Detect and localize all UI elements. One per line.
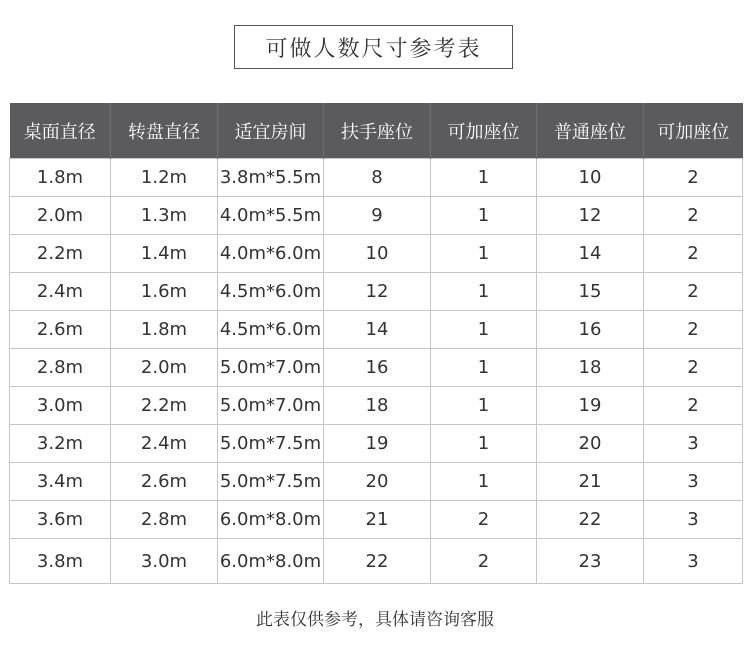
cell-extra-seats-regular: 2 (644, 387, 743, 425)
cell-armchair-seats: 10 (324, 235, 431, 273)
cell-turntable-diameter: 1.8m (111, 311, 218, 349)
cell-extra-seats-armchair: 1 (431, 235, 537, 273)
table-body (10, 159, 743, 584)
cell-extra-seats-regular: 2 (644, 311, 743, 349)
cell-extra-seats-regular: 2 (644, 235, 743, 273)
cell-table-diameter: 2.2m (10, 235, 111, 273)
cell-suitable-room: 3.8m*5.5m (218, 159, 324, 197)
cell-suitable-room: 5.0m*7.5m (218, 463, 324, 501)
cell-regular-seats: 12 (537, 197, 644, 235)
cell-turntable-diameter: 2.2m (111, 387, 218, 425)
cell-extra-seats-armchair: 1 (431, 349, 537, 387)
table-row (10, 463, 743, 501)
cell-extra-seats-regular: 3 (644, 425, 743, 463)
cell-turntable-diameter: 1.4m (111, 235, 218, 273)
cell-armchair-seats: 16 (324, 349, 431, 387)
table-row (10, 159, 743, 197)
header-extra-seats-regular: 可加座位 (644, 103, 743, 159)
cell-suitable-room: 6.0m*8.0m (218, 539, 324, 584)
cell-table-diameter: 3.8m (10, 539, 111, 584)
cell-table-diameter: 2.8m (10, 349, 111, 387)
cell-suitable-room: 4.0m*6.0m (218, 235, 324, 273)
cell-regular-seats: 23 (537, 539, 644, 584)
cell-extra-seats-armchair: 2 (431, 501, 537, 539)
cell-extra-seats-armchair: 1 (431, 463, 537, 501)
cell-suitable-room: 5.0m*7.5m (218, 425, 324, 463)
cell-suitable-room: 6.0m*8.0m (218, 501, 324, 539)
cell-table-diameter: 2.0m (10, 197, 111, 235)
cell-extra-seats-regular: 2 (644, 197, 743, 235)
cell-suitable-room: 5.0m*7.0m (218, 387, 324, 425)
cell-table-diameter: 1.8m (10, 159, 111, 197)
cell-table-diameter: 3.4m (10, 463, 111, 501)
cell-extra-seats-armchair: 1 (431, 387, 537, 425)
table-row (10, 235, 743, 273)
size-reference-table (9, 103, 743, 584)
cell-regular-seats: 20 (537, 425, 644, 463)
cell-table-diameter: 3.6m (10, 501, 111, 539)
cell-extra-seats-armchair: 1 (431, 311, 537, 349)
cell-armchair-seats: 19 (324, 425, 431, 463)
cell-extra-seats-armchair: 1 (431, 159, 537, 197)
cell-armchair-seats: 14 (324, 311, 431, 349)
cell-suitable-room: 4.5m*6.0m (218, 311, 324, 349)
cell-regular-seats: 21 (537, 463, 644, 501)
header-suitable-room: 适宜房间 (218, 103, 324, 159)
table-header-row (10, 103, 743, 159)
cell-suitable-room: 4.5m*6.0m (218, 273, 324, 311)
header-armchair-seats: 扶手座位 (324, 103, 431, 159)
cell-extra-seats-armchair: 2 (431, 539, 537, 584)
header-table-diameter: 桌面直径 (10, 103, 111, 159)
table-row (10, 539, 743, 584)
cell-armchair-seats: 20 (324, 463, 431, 501)
header-extra-seats-armchair: 可加座位 (431, 103, 537, 159)
cell-regular-seats: 22 (537, 501, 644, 539)
cell-turntable-diameter: 2.0m (111, 349, 218, 387)
cell-suitable-room: 4.0m*5.5m (218, 197, 324, 235)
cell-turntable-diameter: 1.2m (111, 159, 218, 197)
cell-armchair-seats: 18 (324, 387, 431, 425)
cell-extra-seats-regular: 3 (644, 501, 743, 539)
cell-turntable-diameter: 2.8m (111, 501, 218, 539)
cell-extra-seats-regular: 3 (644, 463, 743, 501)
table-row (10, 273, 743, 311)
cell-armchair-seats: 8 (324, 159, 431, 197)
cell-regular-seats: 16 (537, 311, 644, 349)
page-title: 可做人数尺寸参考表 (234, 25, 513, 69)
cell-extra-seats-regular: 2 (644, 349, 743, 387)
table-row (10, 501, 743, 539)
cell-table-diameter: 2.6m (10, 311, 111, 349)
cell-table-diameter: 3.0m (10, 387, 111, 425)
header-turntable-diameter: 转盘直径 (111, 103, 218, 159)
cell-turntable-diameter: 2.6m (111, 463, 218, 501)
table-row (10, 387, 743, 425)
cell-extra-seats-regular: 2 (644, 159, 743, 197)
cell-armchair-seats: 21 (324, 501, 431, 539)
cell-extra-seats-armchair: 1 (431, 273, 537, 311)
cell-suitable-room: 5.0m*7.0m (218, 349, 324, 387)
cell-regular-seats: 10 (537, 159, 644, 197)
cell-table-diameter: 2.4m (10, 273, 111, 311)
cell-regular-seats: 18 (537, 349, 644, 387)
cell-extra-seats-regular: 2 (644, 273, 743, 311)
cell-armchair-seats: 22 (324, 539, 431, 584)
cell-regular-seats: 14 (537, 235, 644, 273)
table-row (10, 311, 743, 349)
table-row (10, 349, 743, 387)
cell-turntable-diameter: 3.0m (111, 539, 218, 584)
table-row (10, 425, 743, 463)
cell-extra-seats-armchair: 1 (431, 197, 537, 235)
cell-turntable-diameter: 1.6m (111, 273, 218, 311)
cell-regular-seats: 19 (537, 387, 644, 425)
header-regular-seats: 普通座位 (537, 103, 644, 159)
cell-armchair-seats: 12 (324, 273, 431, 311)
table-row (10, 197, 743, 235)
cell-turntable-diameter: 2.4m (111, 425, 218, 463)
footer-note: 此表仅供参考，具体请咨询客服 (256, 610, 494, 630)
cell-extra-seats-regular: 3 (644, 539, 743, 584)
cell-extra-seats-armchair: 1 (431, 425, 537, 463)
cell-regular-seats: 15 (537, 273, 644, 311)
cell-turntable-diameter: 1.3m (111, 197, 218, 235)
cell-table-diameter: 3.2m (10, 425, 111, 463)
cell-armchair-seats: 9 (324, 197, 431, 235)
